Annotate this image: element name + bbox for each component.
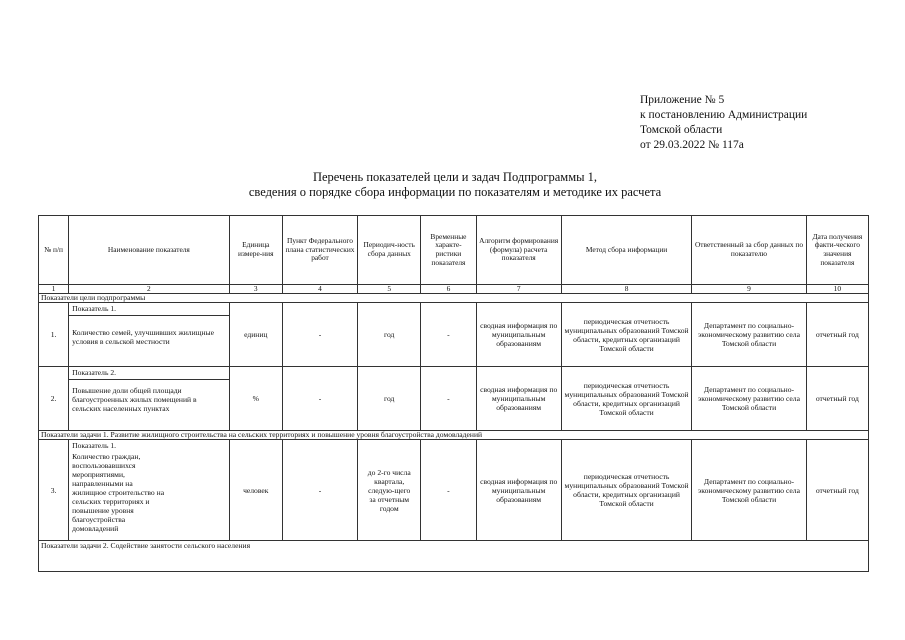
table-row xyxy=(39,367,869,431)
section-label: Показатели задачи 1. Развитие жилищного строительства на сельских территориях и повышение уровня благоустройства домовладений xyxy=(39,431,869,440)
date-cell: отчетный год xyxy=(806,367,868,431)
header-cell: Дата получения факти-ческого значения показателя xyxy=(806,216,868,285)
unit-cell: % xyxy=(229,367,282,431)
time-char-cell: - xyxy=(421,440,476,541)
title-line: Перечень показателей цели и задач Подпрограммы 1, xyxy=(312,170,598,184)
algorithm-cell: сводная информация по муниципальным образованиям xyxy=(476,303,561,367)
section-label: Показатели задачи 2. Содействие занятости сельского населения xyxy=(39,541,869,572)
algorithm-cell: сводная информация по муниципальным образованиям xyxy=(476,367,561,431)
method-cell: периодическая отчетность муниципальных образований Томской области, кредитных организаций Томской области xyxy=(561,303,691,367)
header-cell: Пункт Федерального плана статистических работ xyxy=(282,216,357,285)
section-row-goal xyxy=(39,294,869,303)
fed-plan-cell: - xyxy=(282,303,357,367)
appendix-block xyxy=(640,93,807,153)
indicator-name-cell xyxy=(69,440,230,541)
appendix-line: от 29.03.2022 № 117а xyxy=(640,139,744,151)
appendix-line: Приложение № 5 xyxy=(640,94,725,106)
column-number: 8 xyxy=(561,285,691,294)
fed-plan-cell: - xyxy=(282,440,357,541)
column-number: 5 xyxy=(358,285,421,294)
column-number: 7 xyxy=(476,285,561,294)
header-cell: № п/п xyxy=(39,216,69,285)
indicator-name: Повышение доли общей площади благоустроенных жилых помещений в сельских населенных пунктах xyxy=(72,386,197,413)
column-number: 10 xyxy=(806,285,868,294)
time-char-cell: - xyxy=(421,303,476,367)
indicator-name: Количество граждан, воспользовавшихся мероприятиями, направленными на жилищное строительство на сельских территориях и повышение уровня благоустройства домовладений xyxy=(72,452,165,533)
date-cell: отчетный год xyxy=(806,440,868,541)
algorithm-cell: сводная информация по муниципальным образованиям xyxy=(476,440,561,541)
periodicity-cell: год xyxy=(358,367,421,431)
time-char-cell: - xyxy=(421,367,476,431)
column-number: 3 xyxy=(229,285,282,294)
indicator-label: Показатель 1. xyxy=(72,441,117,450)
indicator-label: Показатель 2. xyxy=(69,367,229,380)
header-cell: Алгоритм формирования (формула) расчета показателя xyxy=(476,216,561,285)
column-number: 4 xyxy=(282,285,357,294)
responsible-cell: Департамент по социально-экономическому развитию села Томской области xyxy=(692,303,806,367)
section-row-task1 xyxy=(39,431,869,440)
date-cell: отчетный год xyxy=(806,303,868,367)
appendix-line: к постановлению Администрации xyxy=(640,109,808,121)
indicator-label: Показатель 1. xyxy=(69,303,229,316)
header-cell: Единица измере-ния xyxy=(229,216,282,285)
row-number: 1. xyxy=(39,303,69,367)
method-cell: периодическая отчетность муниципальных образований Томской области, кредитных организаций Томской области xyxy=(561,367,691,431)
indicators-table xyxy=(38,215,869,572)
table-header-row xyxy=(39,216,869,285)
indicator-name: Количество семей, улучшивших жилищные условия в сельской местности xyxy=(72,328,215,346)
unit-cell: единиц xyxy=(229,303,282,367)
fed-plan-cell: - xyxy=(282,367,357,431)
header-cell: Метод сбора информации xyxy=(561,216,691,285)
periodicity-cell: год xyxy=(358,303,421,367)
column-number: 1 xyxy=(39,285,69,294)
column-number: 2 xyxy=(69,285,230,294)
table-row xyxy=(39,440,869,541)
indicator-name-cell xyxy=(69,367,230,431)
section-label: Показатели цели подпрограммы xyxy=(39,294,869,303)
unit-cell: человек xyxy=(229,440,282,541)
responsible-cell: Департамент по социально-экономическому развитию села Томской области xyxy=(692,367,806,431)
responsible-cell: Департамент по социально-экономическому развитию села Томской области xyxy=(692,440,806,541)
column-number-row xyxy=(39,285,869,294)
header-cell: Периодич-ность сбора данных xyxy=(358,216,421,285)
method-cell: периодическая отчетность муниципальных образований Томской области, кредитных организаций Томской области xyxy=(561,440,691,541)
section-row-task2 xyxy=(39,541,869,572)
header-cell: Наименование показателя xyxy=(69,216,230,285)
document-title xyxy=(40,170,870,200)
column-number: 9 xyxy=(692,285,806,294)
row-number: 2. xyxy=(39,367,69,431)
table-row xyxy=(39,303,869,367)
column-number: 6 xyxy=(421,285,476,294)
header-cell: Ответственный за сбор данных по показателю xyxy=(692,216,806,285)
row-number: 3. xyxy=(39,440,69,541)
appendix-line: Томской области xyxy=(640,124,723,136)
header-cell: Временные характе-ристики показателя xyxy=(421,216,476,285)
indicator-name-cell xyxy=(69,303,230,367)
title-line: сведения о порядке сбора информации по показателям и методике их расчета xyxy=(248,185,662,199)
periodicity-cell: до 2-го числа квартала, следую-щего за отчетным годом xyxy=(358,440,421,541)
